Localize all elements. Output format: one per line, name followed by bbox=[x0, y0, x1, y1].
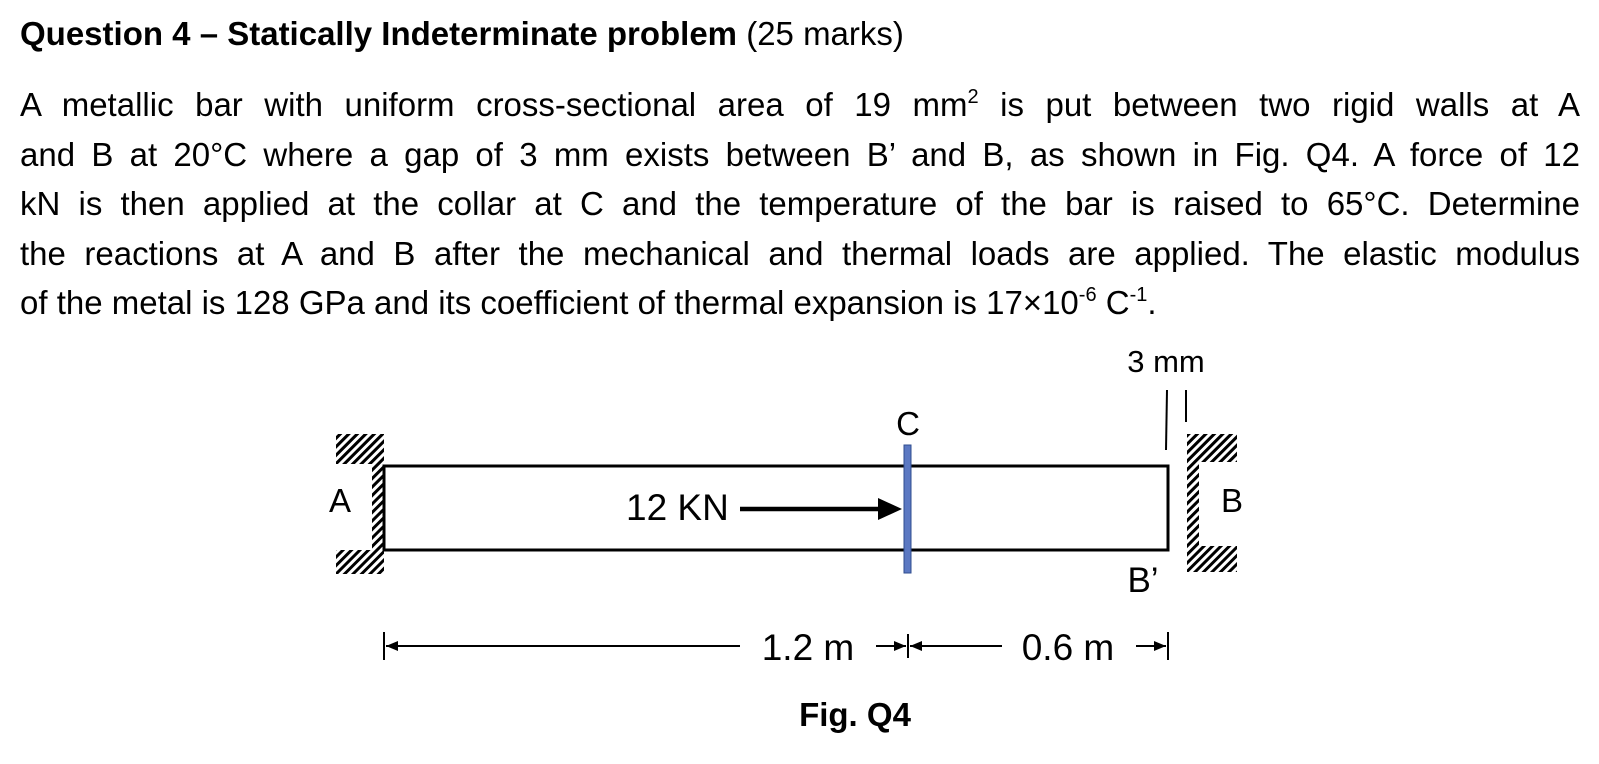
statement-line-1 bbox=[20, 80, 1580, 130]
statement-line-5-c: . bbox=[1147, 284, 1157, 321]
force-label: 12 KN bbox=[626, 487, 729, 528]
statement-line-1-a: A metallic bar with uniform cross-sectional area of 19 mm bbox=[20, 86, 968, 123]
force-arrow-head bbox=[878, 498, 902, 520]
alpha-exponent: -6 bbox=[1078, 284, 1097, 306]
label-c: C bbox=[896, 405, 920, 442]
label-b-prime: B’ bbox=[1127, 561, 1159, 600]
collar-c bbox=[904, 445, 911, 573]
gap-tick-left bbox=[1166, 390, 1167, 450]
statement-line-5-b: C bbox=[1096, 284, 1130, 321]
statement-line-5-a: of the metal is 128 GPa and its coefficient of thermal expansion is 17×10 bbox=[20, 284, 1079, 321]
statement-line-5 bbox=[20, 278, 1580, 328]
wall-a-face-hatch bbox=[372, 464, 384, 550]
label-a: A bbox=[328, 482, 352, 519]
dimension-line bbox=[384, 627, 1168, 668]
dim2-arrow-right bbox=[1154, 641, 1166, 651]
wall-b-top-hatch bbox=[1187, 434, 1237, 462]
question-marks: (25 marks) bbox=[746, 15, 904, 52]
wall-b-bottom-hatch bbox=[1187, 546, 1237, 572]
area-exponent: 2 bbox=[967, 86, 979, 108]
unit-exponent: -1 bbox=[1129, 284, 1148, 306]
dim2-label: 0.6 m bbox=[1021, 627, 1115, 668]
wall-a-top-hatch bbox=[336, 434, 384, 464]
question-title: Question 4 – Statically Indeterminate problem bbox=[20, 15, 738, 52]
figure-caption: Fig. Q4 bbox=[799, 696, 911, 733]
dim1-label: 1.2 m bbox=[761, 627, 855, 668]
dim1-arrow-left bbox=[386, 641, 398, 651]
figure-q4 bbox=[0, 330, 1599, 750]
statement-line-1-b: is put between two rigid walls at A bbox=[978, 86, 1581, 123]
dim1-arrow-right bbox=[894, 641, 906, 651]
question-heading bbox=[20, 14, 904, 54]
statement-line-4: the reactions at A and B after the mechanical and thermal loads are applied. The elastic modulus bbox=[20, 234, 1580, 272]
label-b: B bbox=[1220, 482, 1244, 519]
wall-a-bottom-hatch bbox=[336, 550, 384, 574]
statement-line-2: and B at 20°C where a gap of 3 mm exists between B’ and B, as shown in Fig. Q4. A force of 12 bbox=[20, 135, 1580, 173]
gap-label: 3 mm bbox=[1127, 344, 1205, 379]
statement-line-3: kN is then applied at the collar at C and the temperature of the bar is raised to 65°C. Determine bbox=[20, 185, 1580, 222]
problem-statement bbox=[20, 80, 1580, 328]
wall-b-face-hatch bbox=[1187, 462, 1199, 546]
